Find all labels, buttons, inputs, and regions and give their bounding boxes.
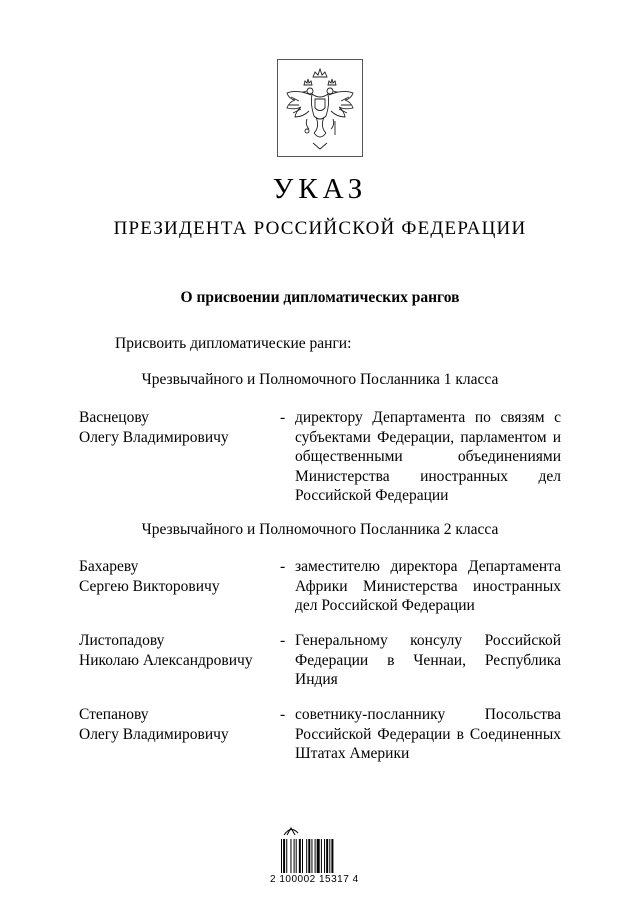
dash-separator: - [280,558,286,575]
barcode-bar [306,839,307,873]
barcode-bar [331,839,333,873]
person-position: советнику-посланнику Посольства Российской Федерации в Соединенных Штатах Америки [295,706,561,762]
person-name: Листопадову Николаю Александровичу [79,632,253,669]
barcode-bar [281,839,282,873]
person-name: Степанову Олегу Владимировичу [79,706,229,743]
barcode-bar [296,839,297,873]
barcode-bar [324,839,325,873]
barcode-bar [290,839,291,873]
barcode-bar [286,839,287,873]
rank-1-header: Чрезвычайного и Полномочного Посланника 1 класса [141,371,499,388]
barcode-bar [308,839,310,873]
barcode-bar [315,839,316,873]
barcode-bar [283,839,285,873]
barcode-bar [321,839,322,873]
rank-2-header: Чрезвычайного и Полномочного Посланника 2 класса [141,521,499,538]
dash-separator: - [280,706,286,723]
decree-heading: О присвоении дипломатических рангов [180,289,460,306]
barcode-logo-icon [282,823,300,837]
person-name: Бахареву Сергею Викторовичу [79,558,220,595]
barcode-bar [317,839,320,873]
decree-subtitle: ПРЕЗИДЕНТА РОССИЙСКОЙ ФЕДЕРАЦИИ [113,218,527,239]
dash-separator: - [280,409,286,426]
person-name: Васнецову Олегу Владимировичу [79,409,229,446]
dash-separator: - [280,632,286,649]
decree-intro: Присвоить дипломатические ранги: [115,335,352,352]
coat-of-arms-emblem [277,59,363,157]
person-position: заместителю директора Департамента Африки Министерства иностранных дел Российской Федерации [295,558,561,614]
person-position: Генеральному консулу Российской Федерации в Ченнаи, Республика Индия [295,632,561,688]
barcode-bar [294,839,295,873]
barcode-bar [311,839,312,873]
barcode-bar [329,839,330,873]
person-position: директору Департамента по связям с субъектами Федерации, парламентом и общественными объединениями Министерства иностранных дел Российской Федерации [295,409,561,504]
barcode-icon [281,839,361,873]
barcode-bar [326,839,328,873]
decree-title: УКАЗ [272,173,368,205]
barcode-bar [302,839,303,873]
barcode-number: 2 100002 15317 4 [270,874,359,885]
barcode-bar [299,839,301,873]
